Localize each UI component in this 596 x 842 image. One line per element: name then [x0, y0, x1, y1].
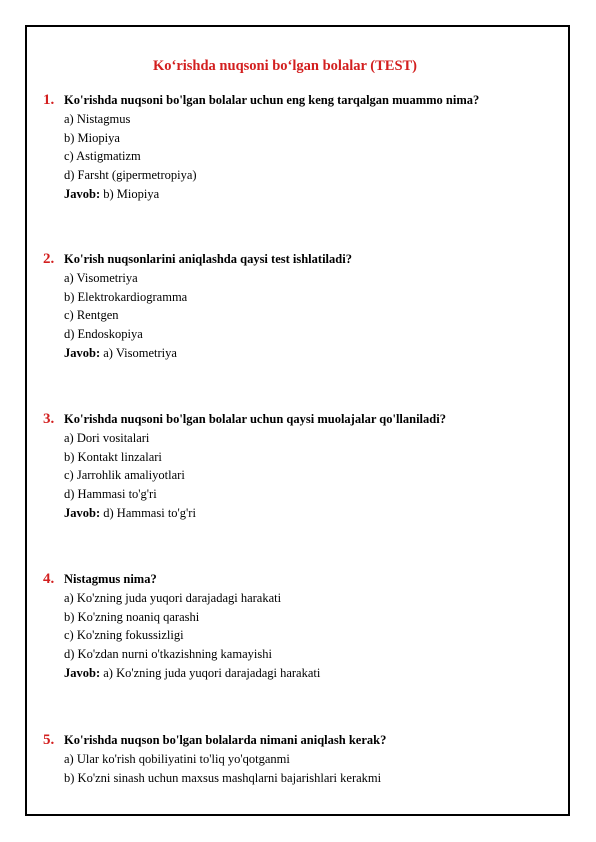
question-4 — [43, 571, 553, 682]
question-text: Nistagmus nima? — [64, 572, 157, 586]
question-header — [43, 732, 553, 750]
question-text: Ko'rishda nuqsoni bo'lgan bolalar uchun eng keng tarqalgan muammo nima? — [64, 93, 480, 107]
question-text: Ko'rishda nuqsoni bo'lgan bolalar uchun qaysi muolajalar qo'llaniladi? — [64, 412, 446, 426]
option-d: d) Endoskopiya — [64, 327, 143, 342]
question-5 — [43, 732, 553, 787]
document-title: Ko‘rishda nuqsoni bo‘lgan bolalar (TEST) — [152, 58, 418, 74]
option-a: a) Nistagmus — [64, 112, 131, 126]
answer-label: Javob: — [64, 665, 101, 680]
answer-label: Javob: — [64, 186, 101, 201]
option-a: a) Dori vositalari — [64, 431, 150, 445]
question-3 — [43, 411, 553, 522]
option-d: d) Hammasi to'g'ri — [64, 487, 157, 502]
option-d: d) Farsht (gipermetropiya) — [64, 168, 197, 183]
answer-line — [64, 344, 553, 363]
question-header — [43, 92, 553, 110]
answer-label: Javob: — [64, 505, 101, 520]
question-2 — [43, 251, 553, 362]
option-b: b) Elektrokardiogramma — [64, 289, 188, 304]
question-header — [43, 251, 553, 269]
question-header — [43, 571, 553, 589]
question-header — [43, 411, 553, 429]
option-c: c) Astigmatizm — [64, 149, 141, 164]
question-number: 3. — [43, 411, 55, 427]
question-text: Ko'rishda nuqson bo'lgan bolalarda nimani aniqlash kerak? — [64, 733, 387, 747]
option-c: c) Jarrohlik amaliyotlari — [64, 468, 185, 483]
option-c: c) Ko'zning fokussizligi — [64, 628, 184, 643]
answer-value: b) Miopiya — [103, 186, 160, 201]
answer-value: a) Visometriya — [103, 345, 177, 360]
answer-label: Javob: — [64, 345, 101, 360]
option-d: d) Ko'zdan nurni o'tkazishning kamayishi — [64, 647, 272, 662]
question-number: 1. — [43, 92, 55, 108]
option-a: a) Ko'zning juda yuqori darajadagi harakati — [64, 591, 282, 605]
answer-value: a) Ko'zning juda yuqori darajadagi harakati — [103, 665, 321, 680]
answer-line — [64, 664, 553, 683]
question-number: 5. — [43, 732, 55, 748]
option-b: b) Ko'zning noaniq qarashi — [64, 609, 200, 624]
answer-line — [64, 504, 553, 523]
question-1 — [43, 92, 553, 203]
option-b: b) Miopiya — [64, 130, 120, 145]
answer-value: d) Hammasi to'g'ri — [103, 505, 196, 520]
question-number: 2. — [43, 251, 55, 267]
answer-line — [64, 185, 553, 204]
question-text: Ko'rish nuqsonlarini aniqlashda qaysi test ishlatiladi? — [64, 252, 352, 266]
option-a: a) Ular ko'rish qobiliyatini to'liq yo'qotganmi — [64, 752, 290, 766]
option-b: b) Ko'zni sinash uchun maxsus mashqlarni bajarishlari kerakmi — [64, 770, 382, 785]
question-number: 4. — [43, 571, 55, 587]
option-a: a) Visometriya — [64, 271, 138, 285]
option-c: c) Rentgen — [64, 308, 119, 323]
option-b: b) Kontakt linzalari — [64, 449, 162, 464]
